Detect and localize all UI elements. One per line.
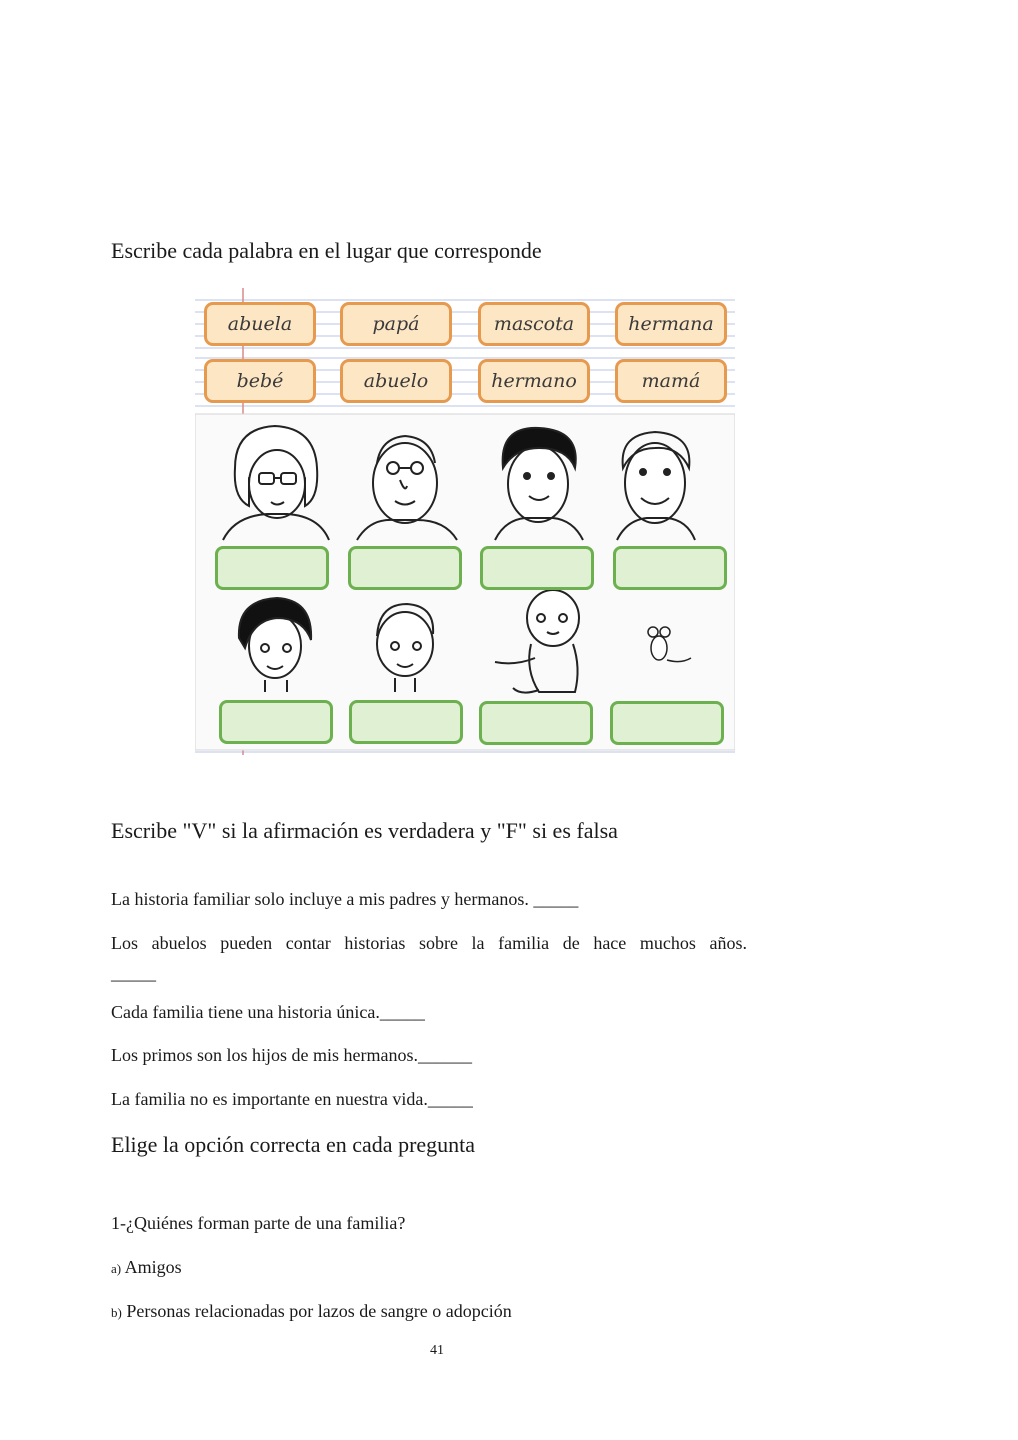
answer-box[interactable] [610, 701, 724, 745]
statement-5: La familia no es importante en nuestra vida._____ [111, 1089, 473, 1109]
question-1: 1-¿Quiénes forman parte de una familia? [111, 1213, 406, 1233]
statement-4: Los primos son los hijos de mis hermanos.______ [111, 1045, 472, 1065]
option-b[interactable] [111, 1301, 512, 1322]
answer-box[interactable] [348, 546, 462, 590]
word-card-hermano: hermano [478, 359, 590, 403]
section-heading-words: Escribe cada palabra en el lugar que corresponde [111, 238, 542, 263]
family-worksheet-illustration [195, 288, 735, 755]
option-b-text: Personas relacionadas por lazos de sangre o adopción [126, 1301, 512, 1321]
word-card-hermana: hermana [615, 302, 727, 346]
answer-box[interactable] [479, 701, 593, 745]
word-card-bebe: bebé [204, 359, 316, 403]
answer-box[interactable] [613, 546, 727, 590]
statement-2: Los abuelos pueden contar historias sobre la familia de hace muchos años. [111, 933, 747, 953]
option-a-text: Amigos [124, 1257, 182, 1277]
section-heading-multiple-choice: Elige la opción correcta en cada pregunta [111, 1132, 476, 1157]
answer-box[interactable] [349, 700, 463, 744]
answer-box[interactable] [215, 546, 329, 590]
word-card-mama: mamá [615, 359, 727, 403]
option-a-letter: a) [111, 1261, 122, 1276]
answer-box[interactable] [219, 700, 333, 744]
section-heading-true-false: Escribe "V" si la afirmación es verdadera y "F" si es falsa [111, 818, 618, 843]
statement-2-blank: _____ [111, 963, 156, 983]
statement-1: La historia familiar solo incluye a mis padres y hermanos. _____ [111, 889, 579, 909]
option-a[interactable] [111, 1257, 182, 1278]
option-b-letter: b) [111, 1305, 122, 1320]
answer-box[interactable] [480, 546, 594, 590]
word-card-mascota: mascota [478, 302, 590, 346]
word-card-papa: papá [340, 302, 452, 346]
word-card-abuela: abuela [204, 302, 316, 346]
word-card-abuelo: abuelo [340, 359, 452, 403]
page-number: 41 [430, 1343, 444, 1358]
statement-3: Cada familia tiene una historia única._____ [111, 1002, 425, 1022]
